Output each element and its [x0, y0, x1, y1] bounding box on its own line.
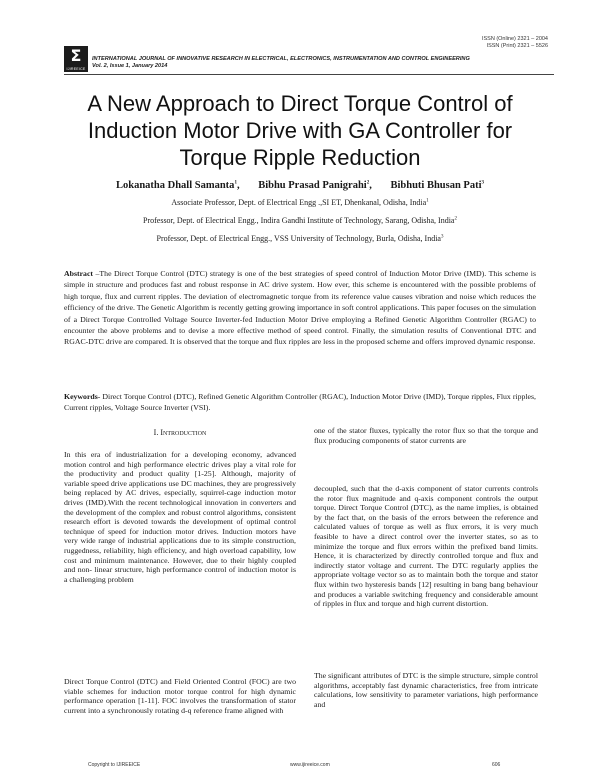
left-paragraph-2: Direct Torque Control (DTC) and Field Oriented Control (FOC) are two viable schemes for induction motor torque control for high dynamic performance operation [1-11]. FOC involves the transformation of stator current into a synchronously rotating d-q reference frame aligned with [64, 677, 296, 715]
journal-logo [64, 46, 88, 72]
author: Bibhuti Bhusan Pati$^3$ [390, 180, 485, 191]
footer-copyright: Copyright to IJIREEICE [88, 762, 141, 768]
left-paragraph-1: In this era of industrialization for a developing economy, advanced motion control and high performance electric drives play a vital role for the productivity and product quality [1-25]. Although, majority of variable speed drive applications use DC machines, they are progressively being replaced by AC drives, especially, squirrel-cage induction motor drives (IMD).With the recent technological innovation in converters and the development of the complex and robust control algorithms, consistent research effort is devoted towards the development of optimal control technique of speed for induction motor drives. Induction motors have very wide range of industrial applications due to its simple construction, ruggedness, reliability, high efficiency, and high overload capability, low cost and minimum maintenance. However, due to their highly coupled and non- linear structure, high performance control of induction motor is a challenging problem [64, 450, 296, 584]
journal-volume: Vol. 2, Issue 1, January 2014 [92, 63, 168, 69]
header-divider [64, 74, 554, 75]
right-paragraph-2: decoupled, such that the d-axis component of stator currents controls the rotor flux magnitude and q-axis component controls the output torque. Direct Torque Control (DTC), as the name implies, is obtained by the fact that, on the basis of the errors between the reference and calculated values of torque as well as flux errors, it is very much feasible to have a direct control over the inverter states, so as to minimize the torque and flux errors within the prefixed band limits. Hence, it is characterized by directly controlled torque and flux and indirectly stator voltage and current. The DTC regularly applies the appropriate voltage vector so as to maintain both the torque and stator flux within two hysteresis bands [12] resulting in bang bang behaviour and produces a variable switching frequency and considerable amount of ripples in flux and torque and high current distortion. [314, 484, 538, 609]
sigma-icon: Σ [70, 46, 82, 65]
title-line-3: Torque Ripple Reduction [179, 145, 421, 170]
section-heading: I. Introduction [153, 428, 207, 437]
abstract [64, 268, 536, 348]
keywords-label: Keywords [64, 392, 98, 401]
abstract-label: Abstract [64, 269, 94, 278]
logo-label: IJIREEICE [66, 67, 86, 71]
title-line-1: A New Approach to Direct Torque Control of [87, 91, 513, 116]
footer-page-number: 606 [492, 762, 501, 768]
issn-online: ISSN (Online) 2321 – 2004 [481, 36, 548, 42]
author-list [60, 180, 540, 191]
title-line-2: Induction Motor Drive with GA Controller for [87, 118, 513, 143]
footer-url: www.ijireeice.com [290, 762, 330, 768]
right-paragraph-3: The significant attributes of DTC is the simple structure, simple control algorithms, acceptably fast dynamic characteristics, free from intricate calculations, low sensitivity to parameter variations, high performance and [314, 671, 538, 709]
issn-print: ISSN (Print) 2321 – 5526 [486, 43, 548, 49]
journal-header [92, 56, 552, 70]
author: Lokanatha Dhall Samanta$^1$, [115, 180, 240, 191]
keywords-text: - Direct Torque Control (DTC), Refined Genetic Algorithm Controller (RGAC), Induction Motor Drive (IMD), Torque ripples, Flux ripples, Current ripples, Voltage Source Inverter (VSI). [64, 392, 536, 413]
author: Bibhu Prasad Panigrahi$^2$, [258, 180, 372, 191]
keywords [64, 391, 536, 414]
affiliation: Professor, Dept. of Electrical Engg., Indira Gandhi Institute of Technology, Sarang, Odisha, India$^2$ [143, 216, 457, 225]
issn-block [482, 36, 548, 50]
paper-title [60, 90, 540, 171]
affiliation: Professor, Dept. of Electrical Engg., VSS University of Technology, Burla, Odisha, India$^3$ [156, 234, 444, 243]
right-paragraph-1: one of the stator fluxes, typically the rotor flux so that the torque and flux producing components of stator currents are [314, 426, 538, 445]
affiliation: Associate Professor, Dept. of Electrical Engg .,SI ET, Dhenkanal, Odisha, India$^1$ [171, 198, 429, 207]
abstract-text: –The Direct Torque Control (DTC) strategy is one of the best strategies of speed control of Induction Motor Drive (IMD). This scheme is simple in structure and produces fast and robust response in AC drive system. How ever, this scheme is encountered with the possible problems of high torque, flux and current ripples. The deviation of electromagnetic torque from its reference value causes vibration and noise which reduces the efficiency of the drive. The Genetic Algorithm is recently getting growing importance in soft control applications. This paper focuses on the simulation of a Direct Torque Controlled Voltage Source Inverter-fed Induction Motor Drive employing a Refined Genetic Algorithm Controller (RGAC) to encounter the above problems and to devise a more effective method of speed control. Finally, the simulation results of Conventional DTC and RGAC-DTC drive are compared. It is observed that the torque and flux ripples are less in the proposed scheme and offers improved dynamic response. [64, 269, 536, 347]
journal-name: INTERNATIONAL JOURNAL OF INNOVATIVE RESEARCH IN ELECTRICAL, ELECTRONICS, INSTRUMENTATION AND CONTROL ENGINEERING [92, 56, 470, 62]
